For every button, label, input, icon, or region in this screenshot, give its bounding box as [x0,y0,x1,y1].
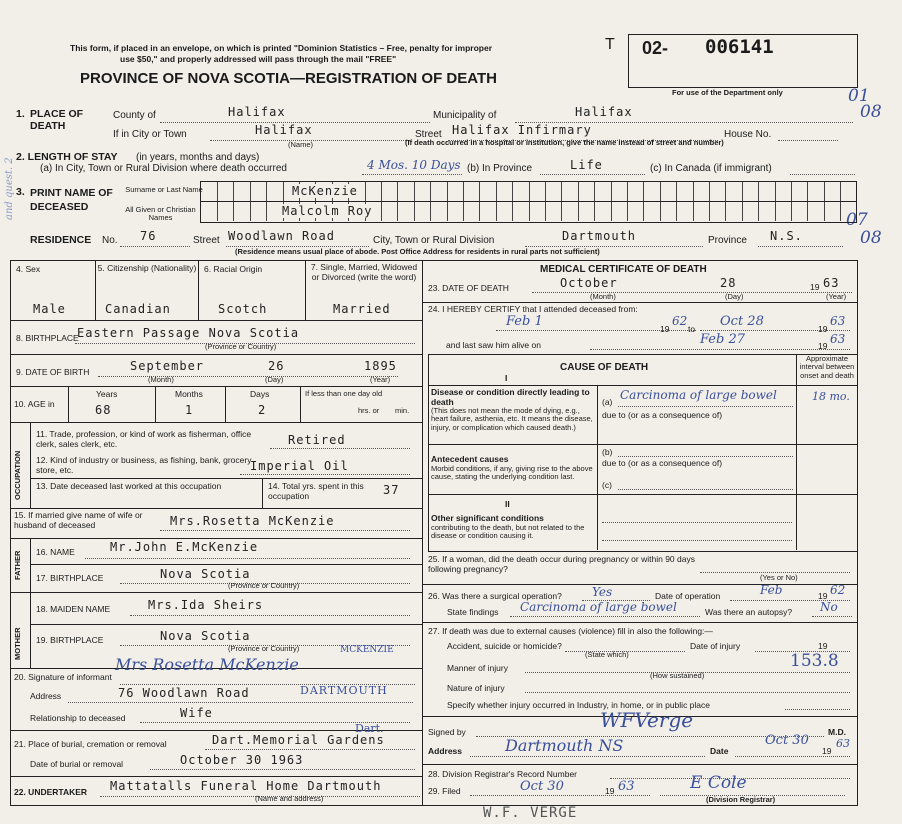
name-grid-cell [660,202,661,221]
name-grid-cell [578,202,579,221]
informant-sig-label: 20. Signature of informant [14,672,112,682]
age-days-label: Days [250,389,270,399]
length-of-stay-note: (in years, months and days) [136,152,260,163]
name-grid-cell [742,182,743,201]
attended-from: Feb 1 [506,314,543,329]
to-year-prefix: 19 [818,324,828,334]
trade-value: Retired [288,433,346,447]
birthplace-label: 8. BIRTHPLACE [16,333,79,343]
sign-date-value: Oct 30 [765,733,809,748]
op-year: 62 [830,583,846,597]
informant-address-city: DARTMOUTH [300,684,388,697]
signed-by-label: Signed by [428,727,466,737]
name-grid-cell [447,202,448,221]
residence-province: N.S. [770,229,803,243]
how-sustained-caption: (How sustained) [650,671,705,680]
death-year-prefix: 19 [810,282,820,292]
dob-day: 26 [268,359,285,373]
name-grid-cell [512,202,513,221]
father-name-label: 16. NAME [36,547,75,557]
name-grid-cell [791,202,792,221]
name-grid-cell [430,202,431,221]
city-value: Halifax [255,123,313,137]
residence-province-label: Province [708,235,747,246]
name-grid-cell [775,202,776,221]
name-grid-cell [250,202,251,221]
margin-code-1: 01 [848,86,870,106]
last-worked-label: 13. Date deceased last worked at this occupation [36,481,222,491]
father-birthplace-caption: (Province or Country) [228,581,300,590]
sign-year-prefix: 19 [822,746,832,756]
name-grid-cell [545,182,546,201]
undertaker-caption: (Name and address) [255,794,324,803]
to-label: to [688,324,696,334]
stay-city-value: 4 Mos. 10 Days [367,158,461,172]
years-spent-label: 14. Total yrs. spent in this occupation [268,481,364,501]
burial-place-value: Dart.Memorial Gardens [212,733,385,747]
min-label: min. [395,406,410,415]
age-months: 1 [185,403,194,417]
name-grid-cell [824,182,825,201]
street-label: Street [415,129,442,140]
dob-month-caption: (Month) [148,375,174,384]
name-grid-cell [643,202,644,221]
name-grid-cell [414,202,415,221]
age-years: 68 [95,403,112,417]
attended-to: Oct 28 [720,314,764,329]
cause-b-label: (b) [602,447,613,457]
sign-year: 63 [836,737,850,750]
citizenship-label: 5. Citizenship (Nationality) [97,263,197,273]
name-grid-cell [430,182,431,201]
op-year-prefix: 19 [818,591,828,601]
other-conditions-note: contributing to the death, but not related to the disease or condition causing it. [431,523,585,541]
name-grid-cell [660,182,661,201]
mother-birthplace-caption: (Province or Country) [228,644,300,653]
name-grid-cell [479,182,480,201]
verge-stamp: W.F. VERGE [483,805,578,821]
residence-city: Dartmouth [562,229,637,243]
city-label: If in City or Town [113,129,187,140]
name-grid-cell [627,182,628,201]
op-date-value: Feb [760,583,783,597]
municipality-value: Halifax [575,105,633,119]
cause-a-value: Carcinoma of large bowel [620,388,777,402]
stay-city-label: (a) In City, Town or Rural Division where death occurred [40,163,287,174]
place-of-death-num: 1. [16,108,25,120]
q28-label: 28. Division Registrar's Record Number [428,769,578,779]
physician-address: Dartmouth NS [505,736,624,755]
name-grid-cell [283,182,284,201]
residence-street: Woodlawn Road [228,229,335,243]
surname-value: McKenzie [292,184,358,198]
spouse-label: 15. If married give name of wife or husband of deceased [14,510,143,530]
cause-c-label: (c) [602,480,612,490]
name-grid-cell [463,182,464,201]
reg-prefix: 02- [642,38,669,58]
name-grid-cell [545,202,546,221]
municipality-label: Municipality of [433,110,497,121]
industry-label: 12. Kind of industry or business, as fishing, bank, grocery store, etc. [36,455,252,475]
name-grid-cell [512,182,513,201]
dob-year: 1895 [364,359,397,373]
undertaker-label: 22. UNDERTAKER [14,787,88,797]
place-of-death-label: PLACE OF DEATH [30,108,84,132]
birthplace-value: Eastern Passage Nova Scotia [77,326,300,340]
informant-signature: Mrs Rosetta McKenzie [115,655,299,674]
county-label: County of [113,110,156,121]
name-grid-cell [775,182,776,201]
marital-status-label: 7. Single, Married, Widowed or Divorced (write the word) [310,262,418,282]
side-note: and quest. 2 [4,157,15,220]
given-label: All Given or Christian Names [125,205,196,223]
name-grid-cell [266,202,267,221]
from-year: 62 [672,314,688,328]
antecedent-note: Morbid conditions, if any, giving rise to the above cause, stating the underlying condition last. [431,464,593,482]
surname-label: Surname or Last Name [125,185,203,194]
name-grid-cell [807,202,808,221]
section-i: I [505,373,508,383]
trade-label: 11. Trade, profession, or kind of work as fisherman, office clerk, sales clerk, etc. [36,429,252,449]
operation-value: Yes [592,585,613,599]
name-grid-cell [463,202,464,221]
hospital-note: (If death occurred in a hospital or institution, give the name instead of street and number) [405,138,724,147]
physician-signature: WFVerge [600,708,694,732]
county-value: Halifax [228,105,286,119]
cause-code: 153.8 [790,651,839,671]
name-grid-cell [529,182,530,201]
burial-place-label: 21. Place of burial, cremation or removal [14,739,167,749]
name-grid-cell [365,182,366,201]
autopsy-label: Was there an autopsy? [705,607,793,617]
age-days: 2 [258,403,267,417]
margin-code-3: 07 [846,210,868,230]
name-grid-cell [561,182,562,201]
occupation-side-label: OCCUPATION [13,450,22,500]
residence-no-label: No. [102,235,118,246]
name-grid-cell [414,182,415,201]
due-to-a: due to (or as a consequence of) [602,410,723,420]
residence-street-label: Street [193,235,220,246]
certify-label: 24. I HEREBY CERTIFY that I attended deceased from: [428,304,638,314]
relationship-value: Wife [180,706,213,720]
filed-year-prefix: 19 [605,786,615,796]
relationship-label: Relationship to deceased [30,713,126,723]
q25-label: 25. If a woman, did the death occur during pregnancy or within 90 days following pregnancy? [428,554,695,574]
name-grid-cell [693,182,694,201]
length-of-stay-label: 2. LENGTH OF STAY [16,151,118,163]
to-year: 63 [830,314,846,328]
mother-name-value: Mrs.Ida Sheirs [148,598,264,612]
death-year: 63 [823,276,840,290]
name-grid-cell [840,202,841,221]
q26-label: 26. Was there a surgical operation? [428,591,562,601]
autopsy-value: No [820,600,838,614]
injury-date-label: Date of injury [690,641,741,651]
less-than-day-label: If less than one day old [305,389,383,398]
name-grid-cell [840,182,841,201]
name-grid-cell [266,182,267,201]
name-grid-cell [233,202,234,221]
name-grid-cell [578,182,579,201]
name-grid-cell [397,202,398,221]
last-saw-year-prefix: 19 [818,341,828,351]
last-saw-label: and last saw him alive on [446,340,541,350]
father-birthplace-value: Nova Scotia [160,567,251,581]
burial-date-value: October 30 1963 [180,753,304,767]
envelope-notice-line1: This form, if placed in an envelope, on which is printed "Dominion Statistics – Free, penalty for improper [70,43,493,53]
informant-address-value: 76 Woodlawn Road [118,686,250,700]
sex-label: 4. Sex [16,264,41,274]
dob-year-caption: (Year) [370,375,391,384]
residence-label: RESIDENCE [30,234,92,246]
cause-a-label: (a) [602,397,613,407]
section-ii: II [505,499,510,509]
name-grid-cell [709,182,710,201]
residence-no: 76 [140,229,157,243]
birthplace-caption: (Province or Country) [205,342,277,351]
other-conditions-label: Other significant conditions [431,513,544,523]
physician-address-label: Address [428,746,463,756]
death-date-label: 23. DATE OF DEATH [428,283,509,293]
envelope-notice-line2: use $50," and properly addressed will pass through the mail "FREE" [120,54,397,64]
death-day: 28 [720,276,737,290]
name-grid-cell [643,182,644,201]
name-grid-cell [758,182,759,201]
name-grid-cell [496,202,497,221]
city-name-caption: (Name) [288,140,314,149]
interval-a-value: 18 mo. [812,390,850,403]
last-saw-value: Feb 27 [700,332,745,347]
accident-label: Accident, suicide or homicide? [447,641,562,651]
house-no-label: House No. [724,129,772,140]
given-names-value: Malcolm Roy [282,204,373,218]
age-months-label: Months [175,389,203,399]
stay-province-value: Life [570,158,603,172]
margin-code-4: 08 [860,228,882,248]
dob-day-caption: (Day) [265,375,284,384]
stay-canada-label: (c) In Canada (if immigrant) [650,163,772,174]
last-saw-year: 63 [830,332,846,346]
father-name-value: Mr.John E.McKenzie [110,540,259,554]
state-which-caption: (State which) [585,650,629,659]
disease-label: Disease or condition directly leading to death [431,387,590,407]
informant-address-label: Address [30,691,62,701]
name-grid-cell [594,202,595,221]
death-year-caption: (Year) [826,292,847,301]
name-grid-cell [627,202,628,221]
age-years-label: Years [96,389,118,399]
undertaker-value: Mattatalls Funeral Home Dartmouth [110,779,382,793]
op-date-label: Date of operation [655,591,721,601]
hrs-label: hrs. or [358,406,380,415]
registration-number: 006141 [705,36,774,58]
name-grid-cell [250,182,251,201]
name-grid-cell [594,182,595,201]
racial-origin-label: 6. Racial Origin [204,264,263,274]
racial-origin-value: Scotch [218,302,268,316]
name-grid-cell [611,182,612,201]
nature-label: Nature of injury [447,683,505,693]
residence-note: (Residence means usual place of abode. Post Office Address for residents in rural parts not sufficient) [235,247,600,256]
cause-heading: CAUSE OF DEATH [560,362,649,373]
age-label: 10. AGE in [14,399,55,409]
name-grid-cell [824,202,825,221]
specify-label: Specify whether injury occurred in Industry, in home, or in public place [447,700,710,710]
sign-date-label: Date [710,746,729,756]
filed-label: 29. Filed [428,786,461,796]
stay-province-label: (b) In Province [467,163,533,174]
name-grid-cell [233,182,234,201]
name-grid-cell [217,202,218,221]
injury-year-prefix: 19 [818,641,828,651]
citizenship-value: Canadian [105,302,171,316]
findings-value: Carcinoma of large bowel [520,600,677,614]
md-label: M.D. [828,727,846,737]
name-grid-cell [676,202,677,221]
burial-date-label: Date of burial or removal [30,759,124,769]
from-year-prefix: 19 [660,324,670,334]
name-grid-cell [725,202,726,221]
mother-birthplace-label: 19. BIRTHPLACE [36,635,104,645]
dob-month: September [130,359,205,373]
name-grid-cell [217,182,218,201]
due-to-b: due to (or as a consequence of) [602,458,723,468]
name-grid-cell [381,182,382,201]
years-spent-value: 37 [383,483,400,497]
name-grid-cell [791,182,792,201]
informant-sig-note: MCKENZIE [340,645,394,655]
name-grid-cell [807,182,808,201]
interval-heading: Approximate interval between onset and death [799,354,855,380]
print-name-label: PRINT NAME OF DECEASED [30,187,113,213]
name-num: 3. [16,186,25,198]
death-month-caption: (Month) [590,292,616,301]
margin-code-2: 08 [860,102,882,122]
name-grid-cell [447,182,448,201]
name-grid-cell [725,182,726,201]
yes-no-caption: (Yes or No) [760,573,798,582]
street-value: Halifax Infirmary [452,123,592,137]
name-grid-cell [479,202,480,221]
name-grid-cell [561,202,562,221]
dept-use-caption: For use of the Department only [672,88,783,97]
name-grid-cell [496,182,497,201]
name-grid-cell [611,202,612,221]
name-grid-cell [758,202,759,221]
father-birthplace-label: 17. BIRTHPLACE [36,573,104,583]
spouse-value: Mrs.Rosetta McKenzie [170,514,335,528]
disease-note: (This does not mean the mode of dying, e.g., heart failure, asthenia, etc. It means the disease, injury, or complication which caused death.) [431,406,593,432]
name-grid-cell [693,202,694,221]
name-grid-cell [381,202,382,221]
death-month: October [560,276,618,290]
medical-heading: MEDICAL CERTIFICATE OF DEATH [540,264,707,275]
sex-value: Male [33,302,66,316]
residence-city-label: City, Town or Rural Division [373,235,495,246]
marital-status-value: Married [333,302,391,316]
father-side-label: FATHER [13,550,22,580]
burial-place-note: Dart. [355,722,384,735]
findings-label: State findings [447,607,499,617]
dob-label: 9. DATE OF BIRTH [16,367,90,377]
filed-date: Oct 30 [520,779,564,794]
manner-label: Manner of injury [447,663,508,673]
name-grid-cell [676,182,677,201]
filed-year: 63 [618,779,635,794]
registrar-signature: E Cole [690,773,747,793]
form-title: PROVINCE OF NOVA SCOTIA—REGISTRATION OF DEATH [80,70,497,87]
mother-name-label: 18. MAIDEN NAME [36,604,111,614]
industry-value: Imperial Oil [250,459,349,473]
name-grid-cell [709,202,710,221]
name-grid-cell [397,182,398,201]
death-day-caption: (Day) [725,292,744,301]
mother-birthplace-value: Nova Scotia [160,629,251,643]
registrar-caption: (Division Registrar) [706,795,776,804]
antecedent-label: Antecedent causes [431,454,509,464]
q27-label: 27. If death was due to external causes (violence) fill in also the following:— [428,626,713,636]
mother-side-label: MOTHER [13,627,22,660]
name-grid-cell [529,202,530,221]
name-grid-cell [742,202,743,221]
